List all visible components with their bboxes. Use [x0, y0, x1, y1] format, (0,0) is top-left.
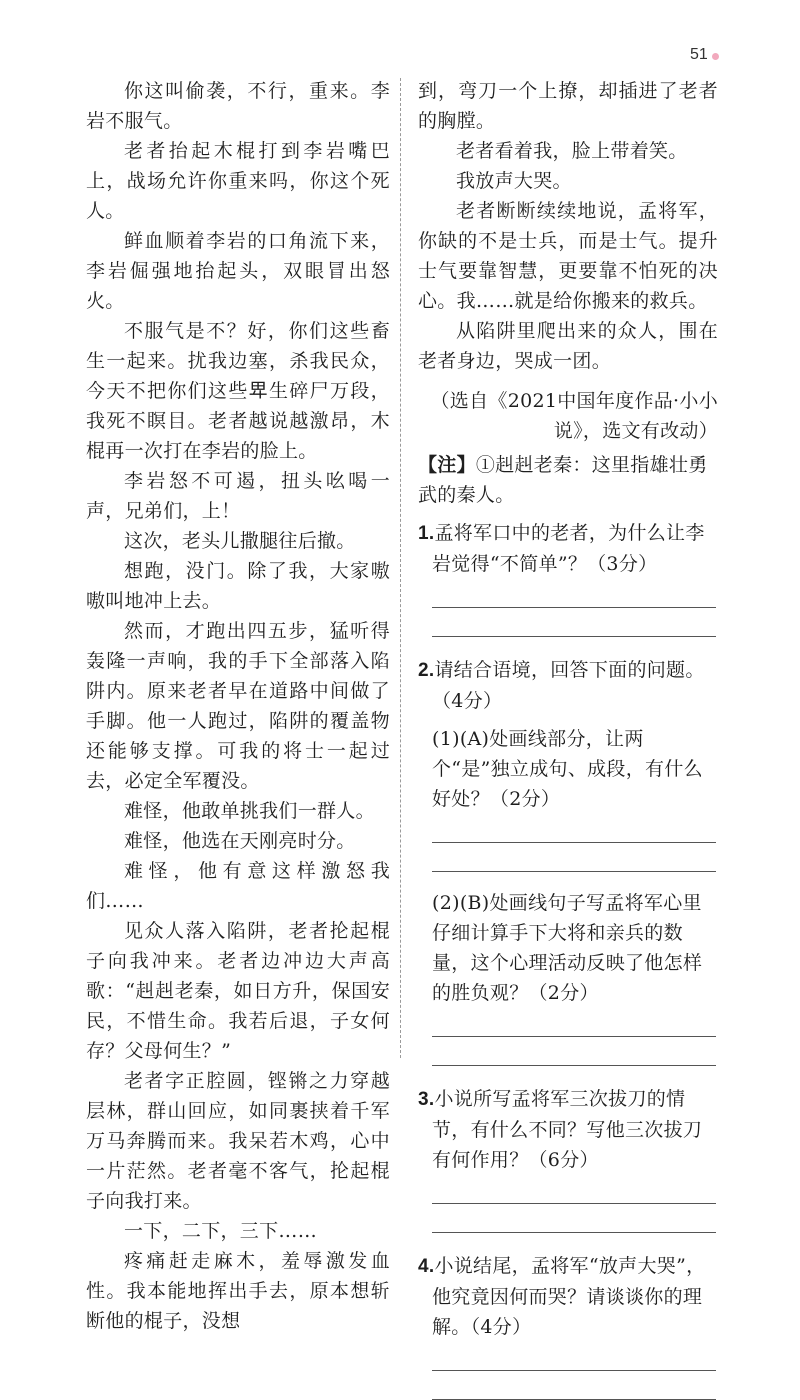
note-text: ①赳赳老秦：这里指雄壮勇武的秦人。 [418, 454, 708, 506]
annotation-note [418, 450, 718, 510]
story-paragraph: 一下，二下，三下…… [124, 1220, 318, 1242]
story-paragraph: 难怪，他敢单挑我们一群人。 [124, 800, 375, 822]
story-paragraph: 老者抬起木棍打到李岩嘴巴上，战场允许你重来吗，你这个死人。 [86, 140, 390, 222]
question-number: 3. [418, 1089, 435, 1110]
question-text: 小说所写孟将军三次拔刀的情节，有什么不同？写他三次拔刀有何作用？（6分） [432, 1088, 703, 1171]
answer-line[interactable] [432, 579, 716, 608]
question-number: 4. [418, 1256, 435, 1277]
story-paragraph: 从陷阱里爬出来的众人，围在老者身边，哭成一团。 [418, 320, 718, 372]
story-paragraph: 不服气是不？好，你们这些畜生一起来。扰我边塞，杀我民众，今天不把你们这些𤰞生碎尸万段，我死不瞑目。老者越说越激昂，木棍再一次打在李岩的脸上。 [86, 320, 390, 462]
page-number: 51 [690, 46, 708, 63]
story-paragraph: 想跑，没门。除了我，大家嗷嗷叫地冲上去。 [86, 560, 390, 612]
source-citation: （选自《2021中国年度作品·小小说》，选文有改动） [430, 390, 718, 442]
story-paragraph: 难怪，他选在天刚亮时分。 [124, 830, 356, 852]
story-paragraph: 你这叫偷袭，不行，重来。李岩不服气。 [86, 80, 390, 132]
story-paragraph: 鲜血顺着李岩的口角流下来，李岩倔强地抬起头，双眼冒出怒火。 [86, 230, 390, 312]
question-number: 1. [418, 523, 435, 544]
story-paragraph: 这次，老头儿撒腿往后撤。 [124, 530, 356, 552]
sub-question: (1)(A)处画线部分，让两个“是”独立成句、成段，有什么好处？（2分） [432, 728, 703, 810]
story-paragraph: 老者断断续续地说，孟将军，你缺的不是士兵，而是士气。提升士气要靠智慧，更要靠不怕死的决心。我……就是给你搬来的救兵。 [418, 200, 718, 312]
answer-line[interactable] [432, 843, 716, 872]
answer-line[interactable] [432, 1008, 716, 1037]
story-paragraph: 疼痛赶走麻木，羞辱激发血性。我本能地挥出手去，原本想斩断他的棍子，没想 [86, 1250, 390, 1332]
story-paragraph: 到，弯刀一个上撩，却插进了老者的胸膛。 [418, 80, 718, 132]
story-paragraph: 老者字正腔圆，铿锵之力穿越层林，群山回应，如同裹挟着千军万马奔腾而来。我呆若木鸡，心中一片茫然。老者毫不客气，抡起棍子向我打来。 [86, 1070, 390, 1212]
story-paragraph: 见众人落入陷阱，老者抡起棍子向我冲来。老者边冲边大声高歌：“赳赳老秦，如日方升，保国安民，不惜生命。我若后退，子女何存？父母何生？” [86, 920, 390, 1062]
question-text: 孟将军口中的老者，为什么让李岩觉得“不简单”？（3分） [432, 522, 705, 575]
question-1 [418, 518, 718, 637]
answer-line[interactable] [432, 1371, 716, 1400]
question-text: 小说结尾，孟将军“放声大哭”，他究竟因何而哭？请谈谈你的理解。（4分） [432, 1255, 706, 1338]
question-2 [418, 655, 718, 1066]
answer-line[interactable] [432, 1204, 716, 1233]
answer-line[interactable] [432, 1175, 716, 1204]
answer-line[interactable] [432, 814, 716, 843]
story-paragraph: 然而，才跑出四五步，猛听得轰隆一声响，我的手下全部落入陷阱内。原来老者早在道路中间做了手脚。他一人跑过，陷阱的覆盖物还能够支撑。可我的将士一起过去，必定全军覆没。 [86, 620, 390, 792]
right-column [418, 76, 718, 1400]
story-paragraph: 李岩怒不可遏，扭头吆喝一声，兄弟们，上！ [86, 470, 390, 522]
answer-line[interactable] [432, 1037, 716, 1066]
left-column [86, 76, 390, 1336]
question-3 [418, 1084, 718, 1233]
story-paragraph: 难怪，他有意这样激怒我们…… [86, 860, 390, 912]
page-dot-decoration [712, 53, 719, 60]
column-divider [400, 78, 401, 1058]
answer-line[interactable] [432, 1342, 716, 1371]
story-paragraph: 老者看着我，脸上带着笑。 [456, 140, 688, 162]
question-number: 2. [418, 660, 435, 681]
question-text: 请结合语境，回答下面的问题。（4分） [432, 659, 705, 712]
sub-question: (2)(B)处画线句子写孟将军心里仔细计算手下大将和亲兵的数量，这个心理活动反映了他怎样的胜负观？（2分） [432, 892, 703, 1004]
answer-line[interactable] [432, 608, 716, 637]
story-paragraph: 我放声大哭。 [456, 170, 572, 192]
note-tag: 【注】 [418, 454, 476, 476]
question-4 [418, 1251, 718, 1400]
